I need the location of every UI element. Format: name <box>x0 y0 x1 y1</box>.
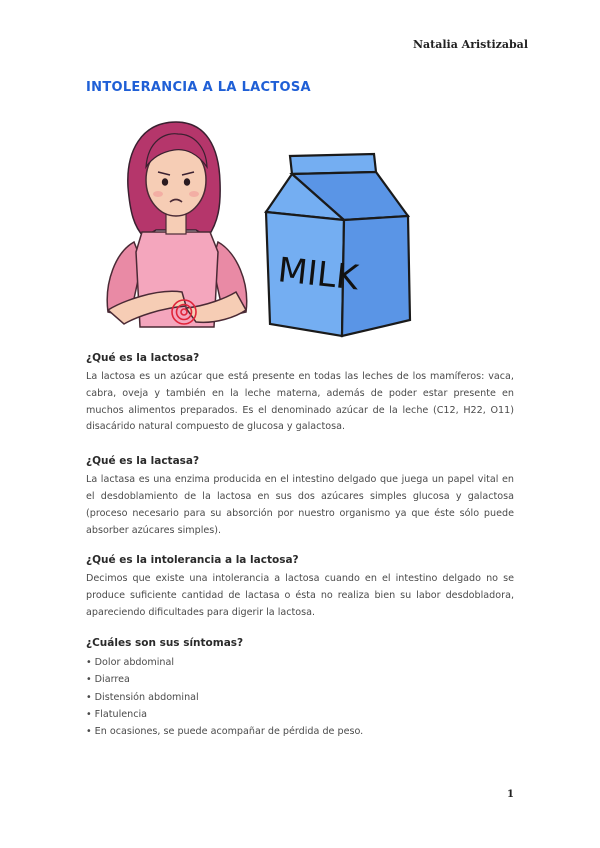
list-item: • Flatulencia <box>86 706 514 723</box>
article-body <box>86 352 514 741</box>
milk-carton-icon <box>266 154 410 336</box>
list-item: • Distensión abdominal <box>86 689 514 706</box>
section-heading-intolerance: ¿Qué es la intolerancia a la lactosa? <box>86 554 299 567</box>
section-heading-lactose: ¿Qué es la lactosa? <box>86 352 200 364</box>
page-title: INTOLERANCIA A LA LACTOSA <box>86 80 311 95</box>
woman-stomach-ache-icon <box>107 122 246 327</box>
section-body-lactose: La lactosa es un azúcar que está presente en todas las leches de los mamíferos: vaca, cabra, oveja y también en la leche materna, además de poder estar presente en muchos alimentos preparados. Es el denominado azúcar de la leche (C12, H22, O11) disacárido natural compuesto de glucosa y galactosa. <box>86 371 514 433</box>
carton-label: MILK <box>275 250 361 299</box>
symptoms-list <box>86 654 514 741</box>
author-name: Natalia Aristizabal <box>412 38 528 51</box>
list-item: • En ocasiones, se puede acompañar de pérdida de peso. <box>86 723 514 740</box>
list-item: • Dolor abdominal <box>86 654 514 671</box>
list-item: • Diarrea <box>86 671 514 688</box>
section-heading-symptoms: ¿Cuáles son sus síntomas? <box>86 636 244 649</box>
section-heading-lactase: ¿Qué es la lactasa? <box>86 455 200 468</box>
page-number: 1 <box>507 789 514 800</box>
section-body-lactase: La lactasa es una enzima producida en el intestino delgado que juega un papel vital en el desdoblamiento de la lactosa en sus dos azúcares simples glucosa y galactosa (proceso necesario para su absorción por nuestro organismo ya que éste sólo puede absorber azúcares simples). <box>86 474 514 536</box>
illustration <box>86 112 426 344</box>
section-body-intolerance: Decimos que existe una intolerancia a lactosa cuando en el intestino delgado no se produce suficiente cantidad de lactasa o ésta no realiza bien su labor desdobladora, apareciendo dificultades para digerir la lactosa. <box>86 573 514 618</box>
